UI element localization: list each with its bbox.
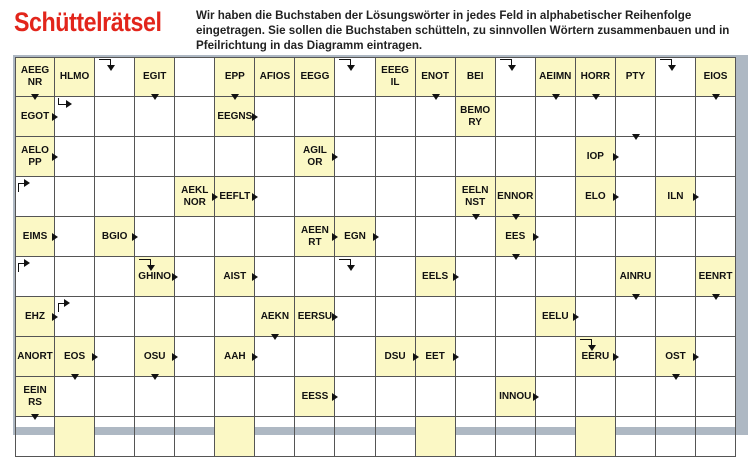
answer-cell[interactable] [536, 177, 576, 217]
answer-cell[interactable] [456, 257, 496, 297]
answer-cell[interactable] [456, 217, 496, 257]
clue-cell [215, 417, 255, 457]
answer-cell[interactable] [55, 217, 95, 257]
clue-cell [616, 257, 656, 297]
clue-letters: EESS [301, 390, 329, 402]
clue-cell [215, 97, 255, 137]
answer-cell[interactable] [416, 217, 456, 257]
clue-letters: HLMO [59, 71, 90, 82]
answer-cell[interactable] [696, 217, 736, 257]
arrow-hook-down-icon [588, 345, 596, 351]
clue-letters: EENRT [698, 270, 733, 282]
answer-cell[interactable] [656, 297, 696, 337]
answer-cell[interactable] [496, 417, 536, 457]
arrow-right-icon [693, 353, 699, 361]
clue-cell [376, 57, 416, 97]
clue-letters: EOS [64, 350, 86, 362]
answer-cell[interactable] [15, 417, 55, 457]
arrow-hook-right-icon [66, 100, 72, 108]
clue-letters: EEIN RS [23, 384, 47, 408]
clue-cell [15, 137, 55, 177]
arrow-down-icon [672, 374, 680, 380]
clue-cell [255, 297, 295, 337]
answer-cell[interactable] [135, 137, 175, 177]
clue-cell [15, 377, 55, 417]
answer-cell[interactable] [255, 417, 295, 457]
arrow-down-icon [71, 374, 79, 380]
clue-letters: AGIL OR [302, 144, 327, 168]
clue-cell [496, 177, 536, 217]
arrow-right-icon [332, 393, 338, 401]
clue-letters: INNOU [499, 390, 532, 402]
clue-letters: AEKN [260, 310, 290, 322]
answer-cell[interactable] [376, 257, 416, 297]
answer-cell[interactable] [135, 297, 175, 337]
arrow-hook-down-icon [347, 65, 355, 71]
clue-cell [576, 57, 616, 97]
clue-cell [616, 57, 656, 97]
clue-letters: AFIOS [259, 71, 291, 82]
answer-cell[interactable] [95, 297, 135, 337]
arrow-right-icon [52, 153, 58, 161]
answer-cell[interactable] [576, 377, 616, 417]
arrow-right-icon [172, 353, 178, 361]
clue-letters: AEKL NOR [181, 184, 209, 208]
answer-cell[interactable] [656, 137, 696, 177]
clue-cell [55, 57, 95, 97]
answer-cell[interactable] [456, 417, 496, 457]
clue-letters: ELO [585, 190, 606, 202]
clue-letters: AEIMN [539, 71, 572, 82]
answer-cell[interactable] [55, 257, 95, 297]
answer-cell[interactable] [95, 257, 135, 297]
clue-letters: GHINO [138, 270, 172, 282]
answer-cell[interactable] [215, 377, 255, 417]
arrow-right-icon [252, 353, 258, 361]
clue-cell [295, 137, 335, 177]
arrow-right-icon [533, 233, 539, 241]
clue-letters: ENNOR [497, 190, 534, 202]
arrow-right-icon [613, 353, 619, 361]
arrow-right-icon [533, 393, 539, 401]
clue-cell [656, 177, 696, 217]
arrow-right-icon [252, 193, 258, 201]
arrow-hook-down-icon [668, 65, 676, 71]
answer-cell[interactable] [536, 377, 576, 417]
answer-cell[interactable] [295, 257, 335, 297]
answer-cell[interactable] [376, 177, 416, 217]
arrow-hook-right-icon [24, 179, 30, 187]
clue-letters: OSU [143, 350, 166, 362]
answer-cell[interactable] [215, 297, 255, 337]
answer-cell[interactable] [576, 297, 616, 337]
answer-cell[interactable] [376, 297, 416, 337]
answer-cell[interactable] [295, 337, 335, 377]
arrow-hook-down-icon [147, 265, 155, 271]
clue-letters: EIOS [703, 71, 728, 82]
answer-cell[interactable] [696, 177, 736, 217]
answer-cell[interactable] [616, 337, 656, 377]
answer-cell[interactable] [135, 417, 175, 457]
arrow-right-icon [332, 153, 338, 161]
clue-letters: EHZ [25, 310, 46, 322]
clue-cell [696, 57, 736, 97]
clue-letters: EGIT [143, 71, 167, 82]
answer-cell[interactable] [696, 297, 736, 337]
arrow-right-icon [453, 353, 459, 361]
arrow-hook-right-icon [24, 259, 30, 267]
answer-cell[interactable] [255, 177, 295, 217]
answer-cell[interactable] [536, 257, 576, 297]
clue-letters: HORR [580, 71, 611, 82]
clue-cell [295, 57, 335, 97]
answer-cell[interactable] [616, 377, 656, 417]
clue-letters: BEMO RY [460, 104, 491, 128]
answer-cell[interactable] [376, 137, 416, 177]
answer-cell[interactable] [616, 217, 656, 257]
clue-letters: EERSU [297, 310, 333, 322]
answer-cell[interactable] [536, 217, 576, 257]
answer-cell[interactable] [576, 97, 616, 137]
arrow-down-icon [712, 294, 720, 300]
answer-cell[interactable] [135, 217, 175, 257]
answer-cell[interactable] [295, 97, 335, 137]
clue-letters: BEI [466, 71, 484, 82]
answer-cell[interactable] [616, 417, 656, 457]
answer-cell[interactable] [616, 297, 656, 337]
arrow-down-icon [151, 374, 159, 380]
answer-cell[interactable] [295, 177, 335, 217]
arrow-right-icon [52, 233, 58, 241]
clue-letters: EEFLT [219, 190, 251, 202]
answer-cell[interactable] [416, 177, 456, 217]
answer-cell[interactable] [135, 377, 175, 417]
answer-cell[interactable] [616, 137, 656, 177]
answer-cell[interactable] [55, 377, 95, 417]
clue-cell [576, 177, 616, 217]
clue-cell [656, 337, 696, 377]
arrow-hook-down-icon [508, 65, 516, 71]
arrow-right-icon [573, 313, 579, 321]
clue-cell [295, 297, 335, 337]
clue-letters: EEEG IL [381, 65, 409, 88]
arrow-right-icon [52, 113, 58, 121]
answer-cell[interactable] [175, 97, 215, 137]
arrow-down-icon [632, 134, 640, 140]
answer-cell[interactable] [656, 377, 696, 417]
answer-cell[interactable] [616, 177, 656, 217]
clue-cell [416, 417, 456, 457]
clue-letters: EEGG [300, 71, 330, 82]
clue-cell [496, 217, 536, 257]
answer-cell[interactable] [416, 97, 456, 137]
clue-letters: BGIO [101, 230, 128, 242]
arrow-down-icon [231, 94, 239, 100]
answer-cell[interactable] [496, 137, 536, 177]
answer-cell[interactable] [255, 137, 295, 177]
answer-cell[interactable] [536, 337, 576, 377]
arrow-hook-down-icon [347, 265, 355, 271]
answer-cell[interactable] [335, 337, 375, 377]
answer-cell[interactable] [416, 297, 456, 337]
clue-letters: ENOT [421, 71, 449, 82]
arrow-down-icon [512, 254, 520, 260]
answer-cell[interactable] [656, 217, 696, 257]
arrow-down-icon [592, 94, 600, 100]
arrow-hook-down-icon [107, 65, 115, 71]
answer-cell[interactable] [496, 337, 536, 377]
answer-cell[interactable] [335, 377, 375, 417]
answer-cell[interactable] [696, 337, 736, 377]
clue-cell [456, 97, 496, 137]
clue-cell [215, 257, 255, 297]
clue-cell [576, 137, 616, 177]
answer-cell[interactable] [656, 417, 696, 457]
answer-cell[interactable] [175, 377, 215, 417]
answer-cell[interactable] [55, 177, 95, 217]
answer-cell[interactable] [255, 257, 295, 297]
answer-cell[interactable] [335, 297, 375, 337]
answer-cell[interactable] [175, 57, 215, 97]
clue-cell [95, 217, 135, 257]
clue-cell [536, 297, 576, 337]
arrow-down-icon [512, 214, 520, 220]
answer-cell[interactable] [175, 297, 215, 337]
answer-cell[interactable] [376, 377, 416, 417]
arrow-right-icon [252, 273, 258, 281]
clue-letters: EPP [224, 71, 245, 82]
clue-cell [376, 337, 416, 377]
answer-cell[interactable] [255, 377, 295, 417]
arrow-down-icon [472, 214, 480, 220]
answer-cell[interactable] [335, 137, 375, 177]
clue-cell [15, 217, 55, 257]
clue-letters: EELN NST [461, 184, 489, 208]
clue-letters: EEGNS [217, 110, 253, 122]
clue-cell [215, 57, 255, 97]
arrow-down-icon [432, 94, 440, 100]
answer-cell[interactable] [255, 217, 295, 257]
arrow-down-icon [632, 294, 640, 300]
clue-letters: EELS [422, 270, 449, 282]
clue-letters: AEEN RT [301, 224, 329, 248]
clue-letters: OST [665, 350, 686, 362]
clue-cell [135, 337, 175, 377]
arrow-right-icon [373, 233, 379, 241]
arrow-right-icon [132, 233, 138, 241]
answer-cell[interactable] [616, 97, 656, 137]
clue-cell [416, 57, 456, 97]
clue-cell [255, 57, 295, 97]
arrow-right-icon [172, 273, 178, 281]
clue-cell [15, 97, 55, 137]
answer-cell[interactable] [255, 337, 295, 377]
clue-cell [416, 337, 456, 377]
arrow-right-icon [52, 313, 58, 321]
answer-cell[interactable] [135, 97, 175, 137]
clue-cell [496, 377, 536, 417]
arrow-hook-right-icon [64, 299, 70, 307]
clue-letters: EGOT [20, 110, 50, 122]
clue-letters: EELU [541, 310, 569, 322]
answer-cell[interactable] [416, 377, 456, 417]
puzzle-grid [15, 57, 736, 427]
answer-cell[interactable] [335, 417, 375, 457]
answer-cell[interactable] [175, 337, 215, 377]
answer-cell[interactable] [175, 257, 215, 297]
clue-letters: AIST [223, 270, 247, 282]
arrow-right-icon [92, 353, 98, 361]
clue-letters: AINRU [619, 270, 652, 282]
clue-letters: EES [505, 230, 526, 242]
answer-cell[interactable] [696, 137, 736, 177]
clue-letters: IOP [586, 150, 604, 162]
answer-cell[interactable] [295, 417, 335, 457]
answer-cell[interactable] [696, 417, 736, 457]
answer-cell[interactable] [536, 417, 576, 457]
clue-cell [215, 337, 255, 377]
answer-cell[interactable] [376, 417, 416, 457]
clue-cell [135, 57, 175, 97]
answer-cell[interactable] [335, 97, 375, 137]
answer-cell[interactable] [456, 137, 496, 177]
answer-cell[interactable] [456, 297, 496, 337]
answer-cell[interactable] [496, 97, 536, 137]
answer-cell[interactable] [175, 217, 215, 257]
clue-letters: PTY [625, 71, 646, 82]
clue-letters: EIMS [22, 230, 48, 242]
puzzle-instruction: Wir haben die Buchstaben der Lösungswörter in jedes Feld in alphabetischer Reihenfolge eingetragen. Sie sollen die Buchstaben schütteln, zu sinnvollen Wörtern zusammenbauen und in Pfeilrichtung in das Diagramm eintragen. [196, 9, 730, 52]
clue-cell [456, 177, 496, 217]
arrow-down-icon [271, 334, 279, 340]
answer-cell[interactable] [496, 297, 536, 337]
answer-cell[interactable] [55, 137, 95, 177]
clue-cell [15, 57, 55, 97]
answer-cell[interactable] [456, 337, 496, 377]
answer-cell[interactable] [496, 257, 536, 297]
clue-cell [215, 177, 255, 217]
answer-cell[interactable] [416, 137, 456, 177]
clue-letters: AELO PP [21, 144, 49, 168]
clue-letters: EERU [581, 350, 610, 362]
arrow-right-icon [613, 193, 619, 201]
clue-cell [15, 297, 55, 337]
clue-cell [576, 417, 616, 457]
arrow-right-icon [252, 113, 258, 121]
puzzle-title: Schüttelrätsel [14, 7, 162, 37]
clue-cell [175, 177, 215, 217]
answer-cell[interactable] [576, 257, 616, 297]
answer-cell[interactable] [95, 337, 135, 377]
answer-cell[interactable] [536, 97, 576, 137]
answer-cell[interactable] [376, 217, 416, 257]
arrow-down-icon [712, 94, 720, 100]
answer-cell[interactable] [215, 137, 255, 177]
arrow-right-icon [613, 153, 619, 161]
clue-letters: ANORT [17, 350, 53, 362]
clue-letters: ILN [667, 190, 684, 202]
answer-cell[interactable] [335, 177, 375, 217]
answer-cell[interactable] [135, 177, 175, 217]
clue-letters: AEEG NR [20, 65, 50, 88]
clue-cell [335, 217, 375, 257]
answer-cell[interactable] [576, 217, 616, 257]
answer-cell[interactable] [95, 377, 135, 417]
clue-letters: EGN [344, 230, 366, 242]
clue-cell [15, 337, 55, 377]
answer-cell[interactable] [95, 137, 135, 177]
clue-letters: EET [425, 350, 445, 362]
answer-cell[interactable] [536, 137, 576, 177]
answer-cell[interactable] [696, 97, 736, 137]
arrow-down-icon [31, 414, 39, 420]
clue-cell [55, 417, 95, 457]
answer-cell[interactable] [95, 417, 135, 457]
clue-letters: DSU [384, 350, 406, 362]
answer-cell[interactable] [255, 97, 295, 137]
arrow-down-icon [151, 94, 159, 100]
clue-cell [456, 57, 496, 97]
clue-letters: AAH [223, 350, 246, 362]
clue-cell [295, 217, 335, 257]
answer-cell[interactable] [215, 217, 255, 257]
answer-cell[interactable] [656, 97, 696, 137]
clue-cell [696, 257, 736, 297]
arrow-right-icon [413, 353, 419, 361]
arrow-right-icon [453, 273, 459, 281]
answer-cell[interactable] [456, 377, 496, 417]
arrow-down-icon [552, 94, 560, 100]
clue-cell [536, 57, 576, 97]
answer-cell[interactable] [376, 97, 416, 137]
arrow-right-icon [212, 193, 218, 201]
answer-cell[interactable] [95, 177, 135, 217]
answer-cell[interactable] [696, 377, 736, 417]
clue-cell [55, 337, 95, 377]
arrow-right-icon [332, 313, 338, 321]
answer-cell[interactable] [95, 97, 135, 137]
clue-cell [416, 257, 456, 297]
answer-cell[interactable] [656, 257, 696, 297]
arrow-right-icon [693, 193, 699, 201]
answer-cell[interactable] [175, 137, 215, 177]
arrow-down-icon [31, 94, 39, 100]
arrow-right-icon [332, 233, 338, 241]
answer-cell[interactable] [175, 417, 215, 457]
clue-cell [295, 377, 335, 417]
